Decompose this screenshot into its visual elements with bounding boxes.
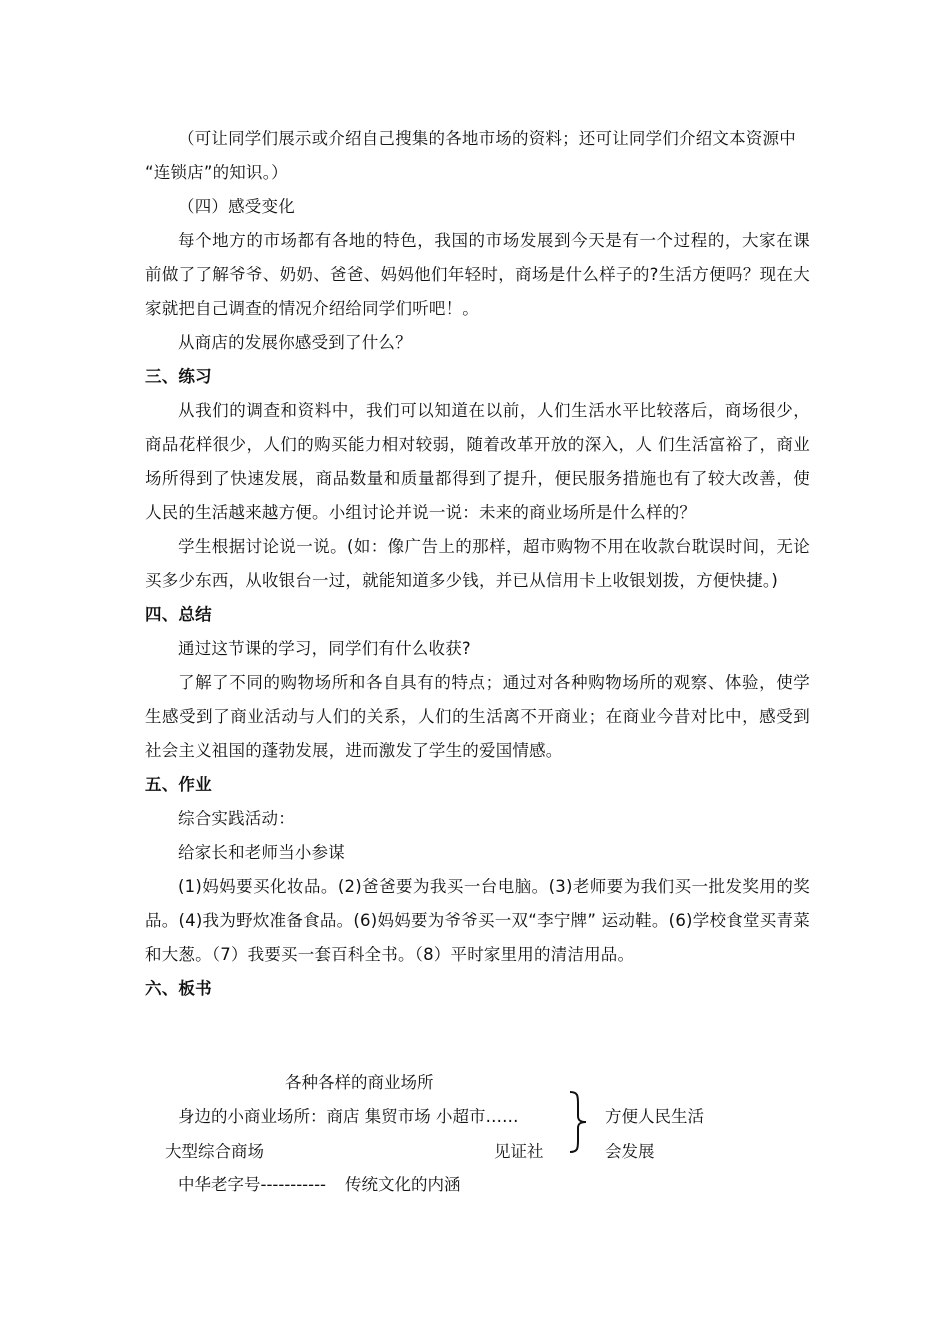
board-row-large-mall: 大型综合商场: [165, 1142, 264, 1161]
section-heading-homework: 五、作业: [145, 775, 212, 794]
paragraph-summary: 了解了不同的购物场所和各自具有的特点；通过对各种购物场所的观察、体验，使学生感受到了商业活动与人们的关系，人们的生活离不开商业；在商业今昔对比中，感受到社会主义祖国的蓬勃发展，进而激发了学生的爱国情感。: [145, 673, 810, 760]
board-row-culture: 传统文化的内涵: [345, 1175, 461, 1194]
board-right-development: 会发展: [605, 1142, 655, 1161]
board-witness-text: 见证社: [494, 1142, 544, 1161]
section-heading-summary: 四、总结: [145, 605, 212, 624]
subsection-title-4: （四）感受变化: [178, 197, 295, 216]
paragraph-market-history: 每个地方的市场都有各地的特色，我国的市场发展到今天是有一个过程的，大家在课前做了了解爷爷、奶奶、爸爸、妈妈他们年轻时，商场是什么样子的?生活方便吗？现在大家就把自己调查的情况介绍给同学们听吧！。: [145, 231, 810, 318]
board-title: 各种各样的商业场所: [285, 1073, 434, 1092]
paragraph-question: 从商店的发展你感受到了什么？: [178, 333, 412, 352]
board-row-small-venues: 身边的小商业场所：商店 集贸市场 小超市……: [178, 1107, 519, 1126]
board-row-time-honored: 中华老字号-----------: [178, 1175, 326, 1194]
paragraph-advisor: 给家长和老师当小参谋: [178, 843, 345, 862]
section-heading-board: 六、板书: [145, 979, 212, 998]
paragraph-activity: 综合实践活动：: [178, 809, 295, 828]
right-brace-icon: [566, 1090, 590, 1154]
paragraph-investigation: 从我们的调查和资料中，我们可以知道在以前，人们生活水平比较落后，商场很少，商品花样很少，人们的购买能力相对较弱，随着改革开放的深入，人 们生活富裕了，商业场所得到了快速发展，商品数量和质量都得到了提升，便民服务措施也有了较大改善，使人民的生活越来越方便。小组讨论并说一说：未来的商业场所是什么样的？: [145, 401, 810, 522]
section-heading-practice: 三、练习: [145, 367, 212, 386]
paragraph-discussion: 学生根据讨论说一说。(如：像广告上的那样，超市购物不用在收款台耽误时间，无论买多少东西，从收银台一过，就能知道多少钱，并已从信用卡上收银划拨，方便快捷。): [145, 537, 810, 590]
paragraph-summary-question: 通过这节课的学习，同学们有什么收获?: [178, 639, 471, 658]
paragraph-materials: （可让同学们展示或介绍自己搜集的各地市场的资料；还可让同学们介绍文本资源中: [178, 129, 796, 148]
board-right-convenience: 方便人民生活: [605, 1107, 704, 1126]
paragraph-homework-items: (1)妈妈要买化妆品。(2)爸爸要为我买一台电脑。(3)老师要为我们买一批发奖用的奖品。(4)我为野炊准备食品。(6)妈妈要为爷爷买一双“李宁牌” 运动鞋。(6)学校食堂买青菜和大葱。（7）我要买一套百科全书。（8）平时家里用的清洁用品。: [145, 877, 810, 964]
paragraph-materials-cont: “连锁店”的知识。）: [145, 163, 288, 182]
